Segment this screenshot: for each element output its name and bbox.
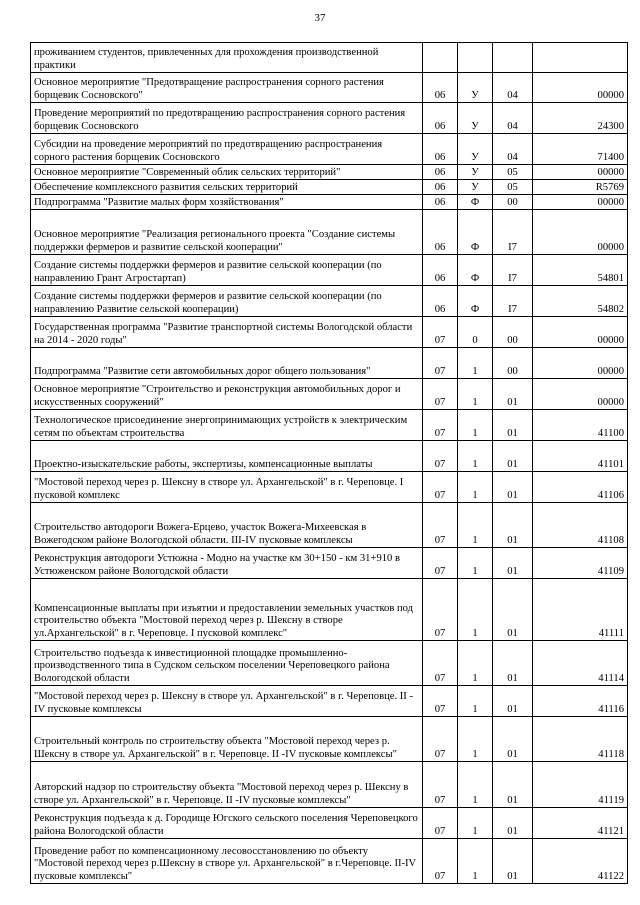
subprogram-code: 1 [458,686,493,717]
table-row [31,180,628,195]
subprogram-code: У [458,165,493,180]
activity-code: 00 [493,195,533,210]
row-description: Основное мероприятие "Предотвращение распространения сорного растения борщевик Сосновского" [31,73,423,103]
program-code: 06 [423,255,458,286]
activity-code: 01 [493,548,533,579]
direction-code: R5769 [533,180,628,195]
row-description: Основное мероприятие "Строительство и реконструкция автомобильных дорог и искусственных сооружений" [31,379,423,410]
table-row [31,379,628,410]
row-description: "Мостовой переход через р. Шексну в створе ул. Архангельской" в г. Череповце. II -IV пусковые комплексы [31,686,423,717]
row-description: Обеспечение комплексного развития сельских территорий [31,180,423,195]
activity-code: 04 [493,103,533,134]
subprogram-code: 1 [458,410,493,441]
direction-code: 41122 [533,839,628,884]
activity-code: 00 [493,317,533,348]
program-code: 07 [423,641,458,686]
row-description: Компенсационные выплаты при изъятии и предоставлении земельных участков под строительство объекта "Мостовой переход через р. Шексну в створе ул.Архангельской" в г. Череповце. I пусковой комплекс" [31,579,423,641]
activity-code: 00 [493,348,533,379]
table-row [31,839,628,884]
row-description: Технологическое присоединение энергопринимающих устройств к электрическим сетям по объектам строительства [31,410,423,441]
table-row [31,286,628,317]
table-row [31,579,628,641]
row-description: Авторский надзор по строительству объекта "Мостовой переход через р. Шексну в створе ул. Архангельской" в г. Череповце. II -IV пусковые комплексы" [31,762,423,808]
table-row [31,195,628,210]
subprogram-code: 1 [458,348,493,379]
row-description: Подпрограмма "Развитие малых форм хозяйствования" [31,195,423,210]
row-description: Проведение мероприятий по предотвращению распространения сорного растения борщевик Сосновского [31,103,423,134]
row-description: Строительный контроль по строительству объекта "Мостовой переход через р. Шексну в створе ул. Архангельской" в г. Череповце. II -IV пусковые комплексы" [31,717,423,762]
subprogram-code: У [458,73,493,103]
table-row [31,165,628,180]
subprogram-code: У [458,103,493,134]
activity-code: 01 [493,441,533,472]
direction-code: 41116 [533,686,628,717]
activity-code: 01 [493,808,533,839]
activity-code: I7 [493,210,533,255]
program-code: 07 [423,503,458,548]
direction-code: 54801 [533,255,628,286]
activity-code: 01 [493,503,533,548]
row-description: проживанием студентов, привлеченных для прохождения производственной практики [31,43,423,73]
program-code: 06 [423,103,458,134]
program-code: 07 [423,808,458,839]
table-row [31,503,628,548]
direction-code: 00000 [533,379,628,410]
row-description: Строительство подъезда к инвестиционной площадке промышленно-производственного типа в Судском сельском поселении Череповецкого района Вологодской области [31,641,423,686]
direction-code: 41108 [533,503,628,548]
activity-code: 04 [493,134,533,165]
table-row [31,717,628,762]
activity-code: 05 [493,165,533,180]
row-description: Основное мероприятие "Современный облик сельских территорий" [31,165,423,180]
table-row [31,255,628,286]
program-code: 06 [423,210,458,255]
direction-code: 41121 [533,808,628,839]
table-row [31,317,628,348]
direction-code: 41118 [533,717,628,762]
program-code: 07 [423,441,458,472]
program-code: 06 [423,195,458,210]
subprogram-code: 1 [458,717,493,762]
program-code: 06 [423,286,458,317]
table-row [31,441,628,472]
subprogram-code: У [458,180,493,195]
row-description: Подпрограмма "Развитие сети автомобильных дорог общего пользования" [31,348,423,379]
program-code: 07 [423,472,458,503]
table-row [31,472,628,503]
budget-classification-table [30,42,628,884]
page-number: 37 [314,12,326,24]
program-code [423,43,458,73]
row-description: Создание системы поддержки фермеров и развитие сельской кооперации (по направлению Развитие сельской кооперации) [31,286,423,317]
subprogram-code: 1 [458,641,493,686]
subprogram-code: 1 [458,579,493,641]
table-row [31,808,628,839]
program-code: 07 [423,317,458,348]
subprogram-code: 1 [458,839,493,884]
row-description: Строительство автодороги Вожега-Ерцево, участок Вожега-Михеевская в Вожегодском районе Вологодской области. III-IV пусковые комплексы [31,503,423,548]
direction-code: 41109 [533,548,628,579]
row-description: "Мостовой переход через р. Шексну в створе ул. Архангельской" в г. Череповце. I пусковой комплекс [31,472,423,503]
program-code: 07 [423,348,458,379]
row-description: Субсидии на проведение мероприятий по предотвращению распространения сорного растения борщевик Сосновского [31,134,423,165]
activity-code: 01 [493,379,533,410]
subprogram-code: 1 [458,472,493,503]
subprogram-code: 1 [458,441,493,472]
subprogram-code: 1 [458,503,493,548]
direction-code: 00000 [533,317,628,348]
activity-code: 05 [493,180,533,195]
program-code: 06 [423,180,458,195]
subprogram-code: 1 [458,762,493,808]
activity-code [493,43,533,73]
table-row [31,348,628,379]
program-code: 07 [423,762,458,808]
row-description: Основное мероприятие "Реализация регионального проекта "Создание системы поддержки фермеров и развитие сельской кооперации" [31,210,423,255]
activity-code: 01 [493,762,533,808]
table-row [31,762,628,808]
subprogram-code: Ф [458,195,493,210]
program-code: 07 [423,379,458,410]
subprogram-code: 1 [458,548,493,579]
subprogram-code [458,43,493,73]
direction-code: 00000 [533,73,628,103]
activity-code: 01 [493,641,533,686]
row-description: Проведение работ по компенсационному лесовосстановлению по объекту "Мостовой переход через р.Шексну в створе ул. Архангельской" в г.Череповце. II-IV пусковые комплексы" [31,839,423,884]
program-code: 07 [423,839,458,884]
subprogram-code: 0 [458,317,493,348]
program-code: 07 [423,548,458,579]
table-row [31,134,628,165]
direction-code: 41111 [533,579,628,641]
program-code: 07 [423,686,458,717]
activity-code: 01 [493,839,533,884]
subprogram-code: Ф [458,210,493,255]
direction-code: 54802 [533,286,628,317]
direction-code: 00000 [533,210,628,255]
table-row [31,548,628,579]
row-description: Реконструкция подъезда к д. Городище Югского сельского поселения Череповецкого района Вологодской области [31,808,423,839]
direction-code: 41114 [533,641,628,686]
activity-code: I7 [493,286,533,317]
subprogram-code: 1 [458,808,493,839]
direction-code: 41100 [533,410,628,441]
program-code: 06 [423,73,458,103]
program-code: 07 [423,717,458,762]
activity-code: 01 [493,410,533,441]
subprogram-code: Ф [458,286,493,317]
activity-code: 04 [493,73,533,103]
activity-code: 01 [493,579,533,641]
direction-code: 41119 [533,762,628,808]
direction-code [533,43,628,73]
table-row [31,210,628,255]
direction-code: 24300 [533,103,628,134]
table-row [31,43,628,73]
subprogram-code: У [458,134,493,165]
activity-code: I7 [493,255,533,286]
direction-code: 41106 [533,472,628,503]
table-row [31,103,628,134]
direction-code: 41101 [533,441,628,472]
program-code: 06 [423,134,458,165]
program-code: 07 [423,410,458,441]
direction-code: 00000 [533,348,628,379]
activity-code: 01 [493,717,533,762]
table-row [31,641,628,686]
program-code: 07 [423,579,458,641]
row-description: Государственная программа "Развитие транспортной системы Вологодской области на 2014 - 2020 годы" [31,317,423,348]
row-description: Реконструкция автодороги Устюжна - Модно на участке км 30+150 - км 31+910 в Устюженском районе Вологодской области [31,548,423,579]
table-row [31,410,628,441]
direction-code: 71400 [533,134,628,165]
activity-code: 01 [493,686,533,717]
row-description: Создание системы поддержки фермеров и развитие сельской кооперации (по направлению Грант Агростартап) [31,255,423,286]
row-description: Проектно-изыскательские работы, экспертизы, компенсационные выплаты [31,441,423,472]
activity-code: 01 [493,472,533,503]
subprogram-code: Ф [458,255,493,286]
table-row [31,686,628,717]
table-row [31,73,628,103]
direction-code: 00000 [533,195,628,210]
direction-code: 00000 [533,165,628,180]
subprogram-code: 1 [458,379,493,410]
program-code: 06 [423,165,458,180]
